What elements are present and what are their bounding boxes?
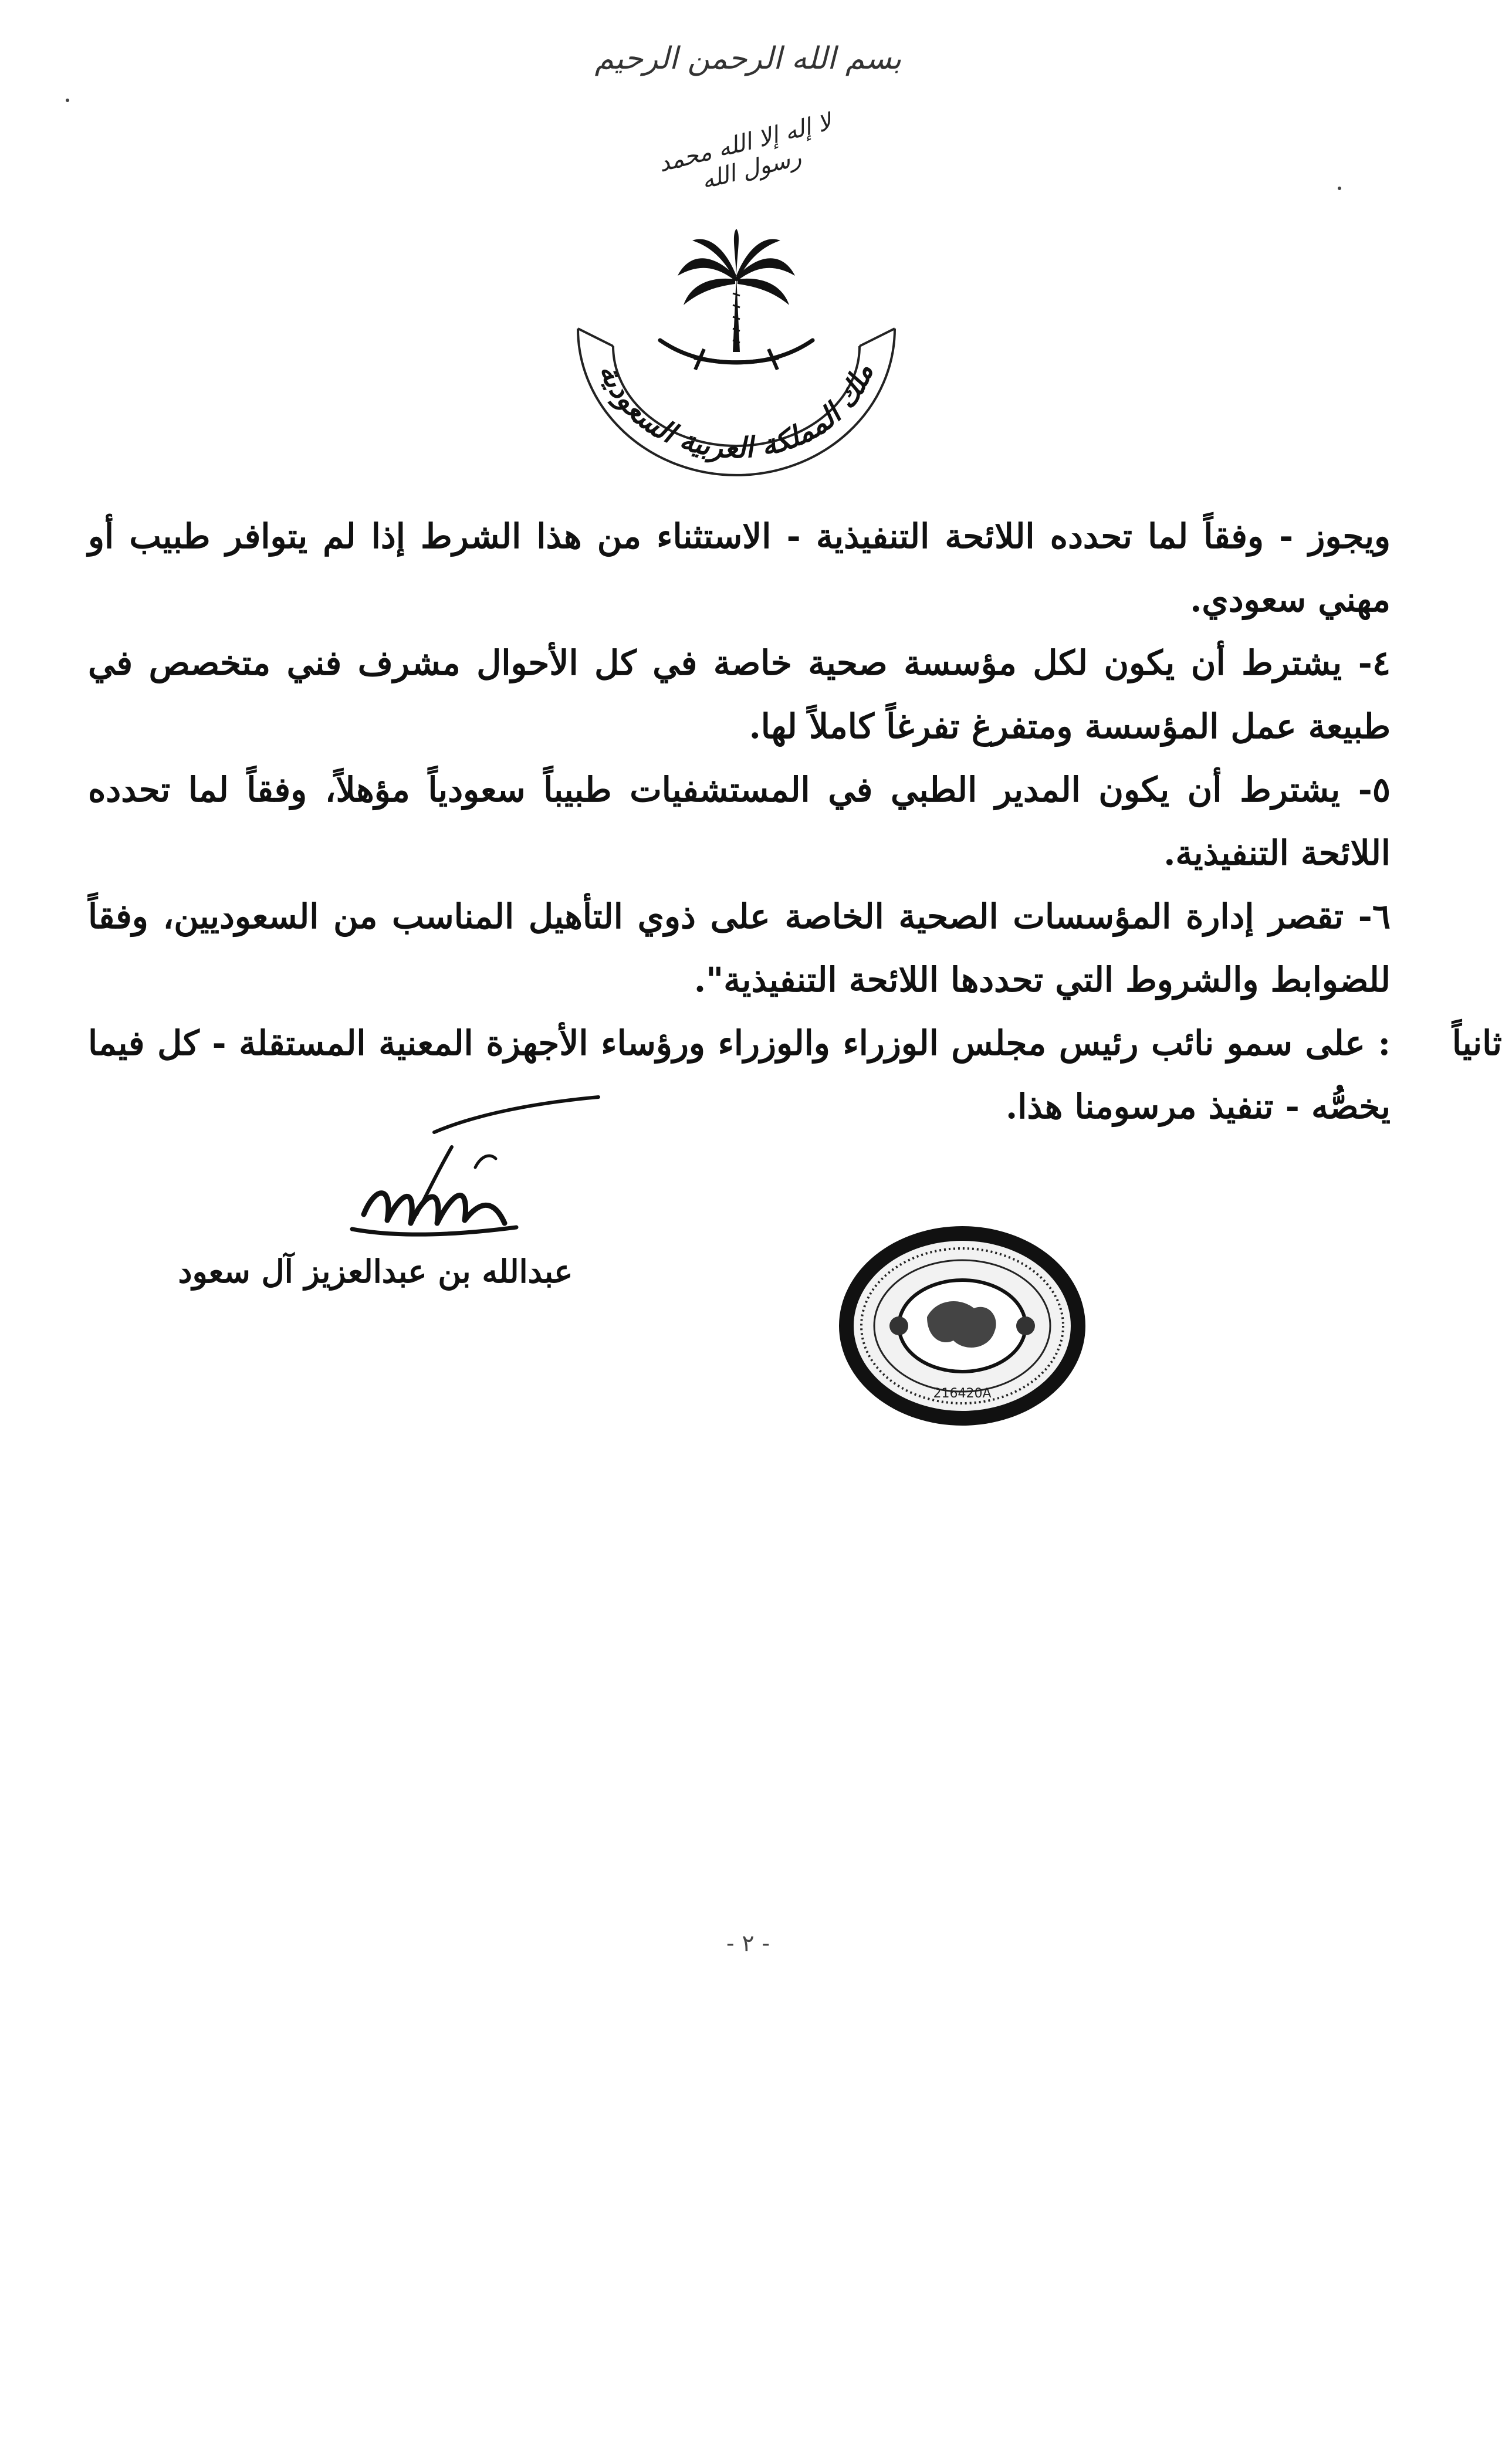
saudi-emblem-logo bbox=[572, 229, 901, 487]
official-seal-stamp bbox=[833, 1220, 1091, 1431]
clause-4: ٤- يشترط أن يكون لكل مؤسسة صحية خاصة في كل الأحوال مشرف فني متخصص في طبيعة عمل المؤسسة ومتفرغ تفرغاً كاملاً لها. bbox=[88, 643, 1391, 746]
article-second-label: ثانياً bbox=[1452, 1023, 1502, 1063]
paragraph-exception: ويجوز - وفقاً لما تحدده اللائحة التنفيذية - الاستثناء من هذا الشرط إذا لم يتوافر طبيب أو مهني سعودي. bbox=[88, 516, 1391, 620]
clause-6: ٦- تقصر إدارة المؤسسات الصحية الخاصة على ذوي التأهيل المناسب من السعوديين، وفقاً للضوابط والشروط التي تحددها اللائحة التنفيذية". bbox=[88, 896, 1391, 1000]
scan-speck bbox=[1338, 187, 1341, 190]
article-second-text: : على سمو نائب رئيس مجلس الوزراء والوزراء ورؤساء الأجهزة المعنية المستقلة - كل فيما يخصُّه - تنفيذ مرسومنا هذا. bbox=[88, 1023, 1391, 1126]
emblem-text: ملك المملكة العربية السعودية bbox=[593, 359, 880, 465]
clause-5: ٥- يشترط أن يكون المدير الطبي في المستشفيات طبيباً سعودياً مؤهلاً، وفقاً لما تحدده اللائحة التنفيذية. bbox=[88, 770, 1391, 873]
signer-name: عبدالله بن عبدالعزيز آل سعود bbox=[178, 1253, 573, 1290]
decree-body bbox=[88, 505, 1502, 1138]
svg-text:ملك المملكة العربية السعودية bbox=[593, 360, 879, 465]
seal-serial: 216420A bbox=[933, 1386, 992, 1401]
page-number: - ٢ - bbox=[726, 1930, 770, 1957]
basmala-calligraphy: بسم الله الرحمن الرحيم bbox=[594, 41, 902, 76]
shahada-calligraphy: لا إله إلا الله محمد رسول الله bbox=[655, 108, 834, 195]
scan-speck bbox=[66, 99, 69, 102]
article-second bbox=[88, 1011, 1502, 1138]
handwritten-signature bbox=[329, 1097, 622, 1261]
